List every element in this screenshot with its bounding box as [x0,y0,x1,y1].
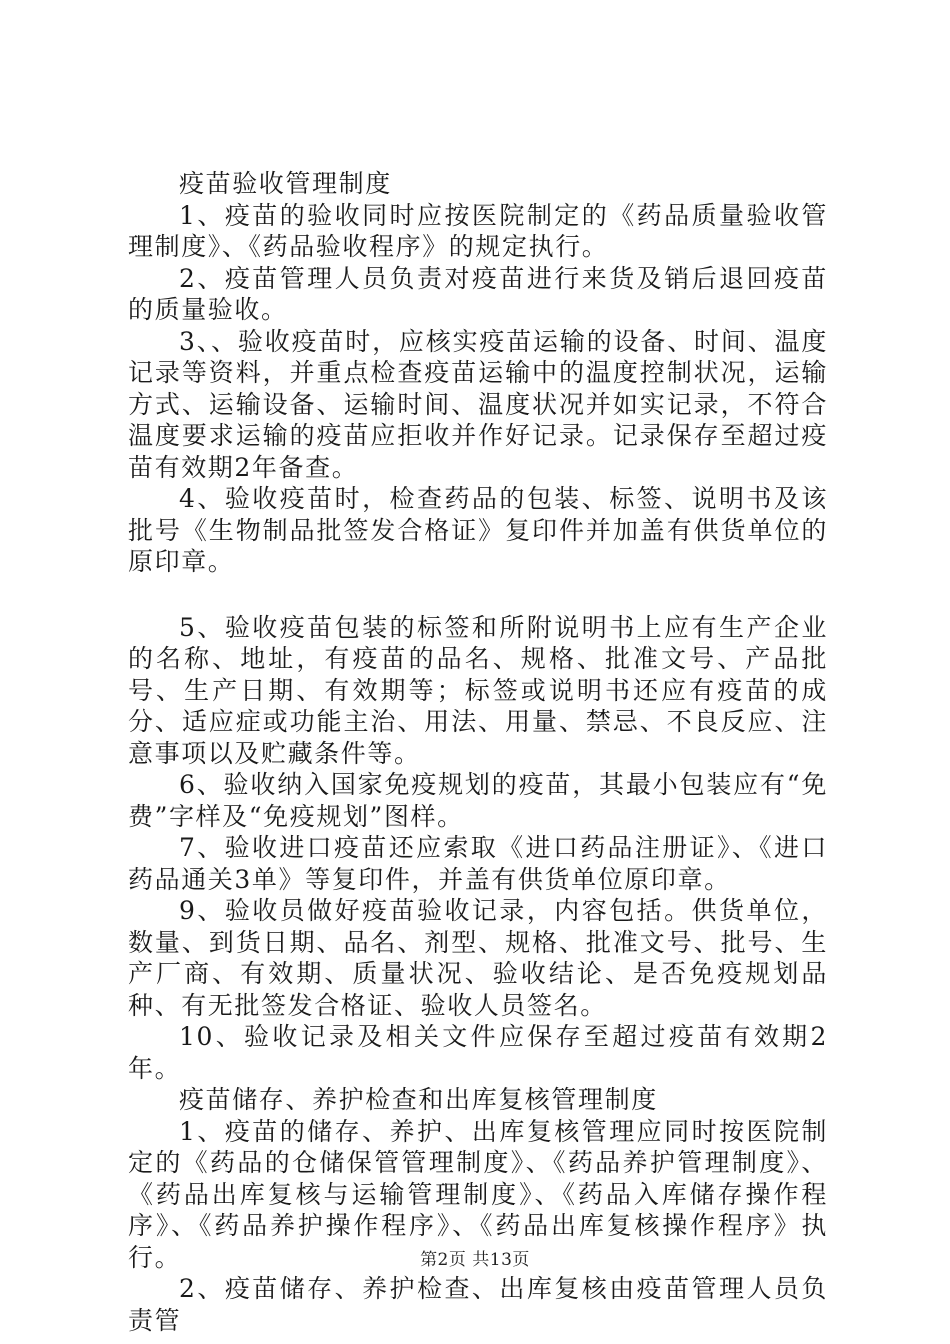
page-number-footer: 第2页 共13页 [420,1250,530,1270]
paragraph-acceptance-1: 1、疫苗的验收同时应按医院制定的《药品质量验收管理制度》、《药品验收程序》的规定执行。 [128,200,828,261]
paragraph-acceptance-4: 4、验收疫苗时，检查药品的包装、标签、说明书及该批号《生物制品批签发合格证》复印件并加盖有供货单位的原印章。 [128,484,828,576]
paragraph-storage-1: 1、疫苗的储存、养护、出库复核管理应同时按医院制定的《药品的仓储保管管理制度》、《药品养护管理制度》、《药品出库复核与运输管理制度》、《药品入库储存操作程序》、《药品养护操作程序》、《药品出库复核操作程序》执行。 [128,1116,828,1272]
paragraph-acceptance-2: 2、疫苗管理人员负责对疫苗进行来货及销后退回疫苗的质量验收。 [128,263,828,324]
paragraph-acceptance-3: 3、、验收疫苗时，应核实疫苗运输的设备、时间、温度记录等资料，并重点检查疫苗运输中的温度控制状况，运输方式、运输设备、运输时间、温度状况并如实记录，不符合温度要求运输的疫苗应拒收并作好记录。记录保存至超过疫苗有效期2年备查。 [128,326,828,482]
section-heading-storage: 疫苗储存、养护检查和出库复核管理制度 [179,1085,658,1114]
paragraph-acceptance-7: 7、验收进口疫苗还应索取《进口药品注册证》、《进口药品通关3单》等复印件，并盖有供货单位原印章。 [128,833,828,894]
section-heading-vaccine-acceptance: 疫苗验收管理制度 [179,169,392,198]
paragraph-acceptance-9: 9、验收员做好疫苗验收记录，内容包括。供货单位，数量、到货日期、品名、剂型、规格、批准文号、批号、生产厂商、有效期、质量状况、验收结论、是否免疫规划品种、有无批签发合格证、验收人员签名。 [128,896,828,1020]
paragraph-acceptance-10: 10、验收记录及相关文件应保存至超过疫苗有效期2年。 [128,1022,828,1083]
paragraph-storage-2: 2、疫苗储存、养护检查、出库复核由疫苗管理人员负责管 [128,1274,828,1335]
document-body [128,168,828,1336]
paragraph-acceptance-6: 6、验收纳入国家免疫规划的疫苗，其最小包装应有“免费”字样及“免疫规划”图样。 [128,770,828,831]
paragraph-acceptance-5: 5、验收疫苗包装的标签和所附说明书上应有生产企业的名称、地址，有疫苗的品名、规格、批准文号、产品批号、生产日期、有效期等；标签或说明书还应有疫苗的成分、适应症或功能主治、用法、用量、禁忌、不良反应、注意事项以及贮藏条件等。 [128,612,828,768]
